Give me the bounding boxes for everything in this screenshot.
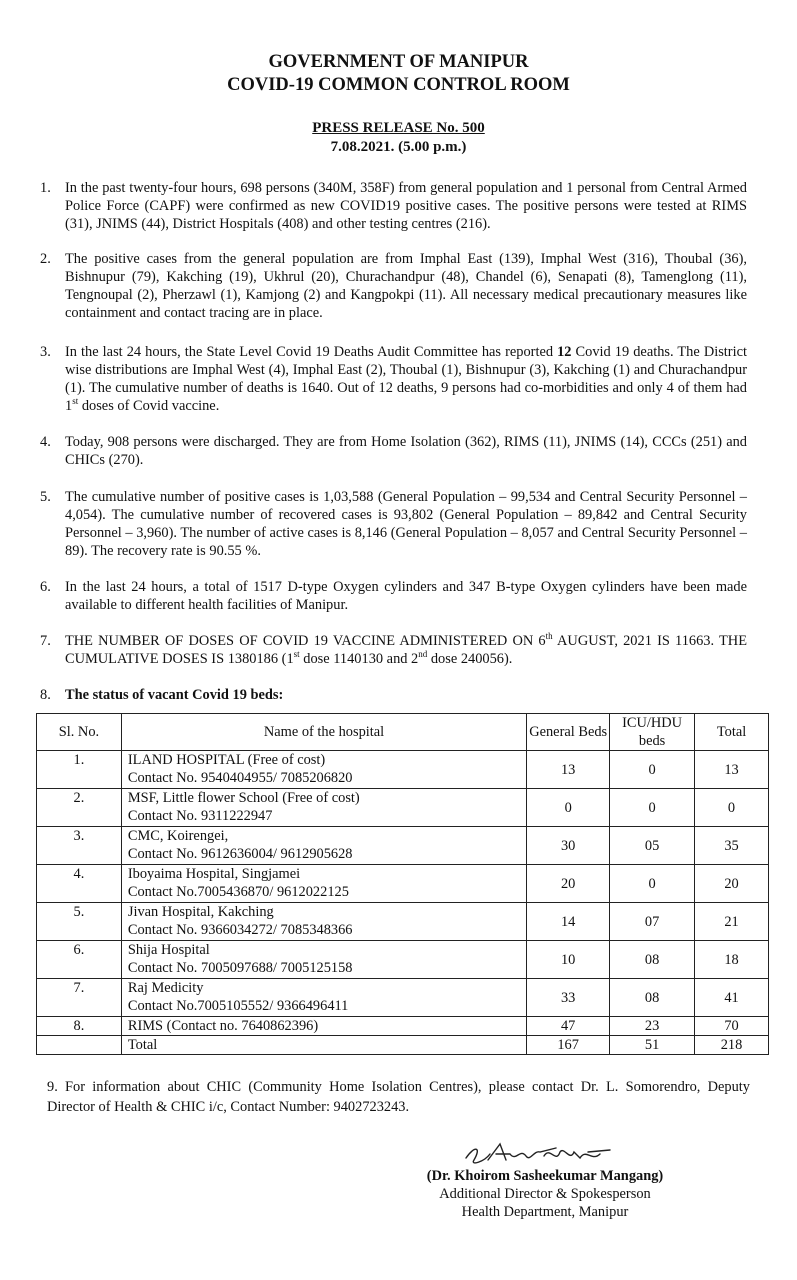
hospital-contact: Contact No.7005436870/ 9612022125	[127, 884, 349, 900]
header-icu-beds: ICU/HDU beds	[610, 714, 695, 751]
sl-cell: 3.	[37, 827, 122, 865]
hospital-contact: Contact No. 7005097688/ 7005125158	[127, 960, 353, 976]
sl-cell-empty	[37, 1036, 122, 1055]
hospital-cell	[121, 1017, 526, 1036]
hospital-name: RIMS (Contact no. 7640862396)	[127, 1018, 319, 1034]
hospital-contact: Contact No. 9366034272/ 7085348366	[127, 922, 353, 938]
header-general-beds: General Beds	[527, 714, 610, 751]
paragraph-number: 8.	[40, 687, 51, 703]
hospital-cell	[121, 827, 526, 865]
hospital-name: Iboyaima Hospital, Singjamei	[127, 866, 301, 882]
paragraph-6	[40, 578, 747, 614]
icu-beds-cell: 23	[610, 1017, 695, 1036]
general-beds-cell: 47	[527, 1017, 610, 1036]
paragraph-number: 2.	[40, 251, 51, 267]
paragraph-text: Today, 908 persons were discharged. They are from Home Isolation (362), RIMS (11), JNIMS (14), CCCs (251) and CHICs (270).	[65, 434, 747, 468]
table-row	[37, 751, 769, 789]
sl-cell: 2.	[37, 789, 122, 827]
paragraph-text: In the past twenty-four hours, 698 persons (340M, 358F) from general population and 1 personal from Central Armed Police Force (CAPF) were confirmed as new COVID19 positive cases. The positive persons were tested at RIMS (31), JNIMS (44), District Hospitals (408) and other testing centres (216).	[65, 180, 747, 232]
total-cell: 13	[695, 751, 769, 789]
icu-beds-cell: 0	[610, 751, 695, 789]
hospital-name: ILAND HOSPITAL (Free of cost)	[127, 752, 326, 768]
table-row	[37, 903, 769, 941]
signatory-title: Additional Director & Spokesperson	[439, 1186, 651, 1202]
paragraph-number: 4.	[40, 434, 51, 450]
paragraph-2	[40, 250, 747, 322]
table-row	[37, 789, 769, 827]
paragraph-3	[40, 343, 747, 415]
paragraph-1	[40, 179, 747, 233]
hospital-contact: Contact No. 9311222947	[127, 808, 273, 824]
header-sl-no: Sl. No.	[37, 714, 122, 751]
total-cell: 41	[695, 979, 769, 1017]
total-cell: 18	[695, 941, 769, 979]
general-beds-cell: 14	[527, 903, 610, 941]
press-release-number: PRESS RELEASE No. 500	[312, 120, 485, 136]
vacant-beds-table	[36, 713, 769, 1055]
paragraph-8	[40, 686, 747, 704]
hospital-name: Shija Hospital	[127, 942, 210, 958]
general-beds-cell: 10	[527, 941, 610, 979]
hospital-cell	[121, 865, 526, 903]
general-beds-cell: 33	[527, 979, 610, 1017]
paragraph-7	[40, 632, 747, 668]
hospital-cell	[121, 903, 526, 941]
icu-beds-cell: 08	[610, 941, 695, 979]
signatory-department: Health Department, Manipur	[461, 1204, 629, 1220]
icu-beds-cell: 0	[610, 865, 695, 903]
paragraph-number: 3.	[40, 344, 51, 360]
paragraph-text: The positive cases from the general population are from Imphal East (139), Imphal West (316), Thoubal (36), Bishnupur (79), Kakching (19), Ukhrul (20), Churachandpur (48), Chandel (6), Senapati (8), Tamenglong (11), Tengnoupal (2), Pherzawl (1), Kamjong (2) and Kangpokpi (11). All necessary medical precautionary measures like containment and contact tracing are in place.	[65, 251, 747, 321]
paragraph-5	[40, 488, 747, 560]
table-row	[37, 827, 769, 865]
paragraph-4	[40, 433, 747, 469]
sl-cell: 8.	[37, 1017, 122, 1036]
hospital-contact: Contact No. 9612636004/ 9612905628	[127, 846, 353, 862]
signatory-name: (Dr. Khoirom Sasheekumar Mangang)	[426, 1168, 664, 1184]
hospital-contact: Contact No. 9540404955/ 7085206820	[127, 770, 353, 786]
paragraph-number: 6.	[40, 579, 51, 595]
signature-image	[460, 1138, 620, 1168]
table-total-row	[37, 1036, 769, 1055]
paragraph-number: 7.	[40, 633, 51, 649]
general-beds-cell: 13	[527, 751, 610, 789]
header-total: Total	[695, 714, 769, 751]
general-beds-cell: 30	[527, 827, 610, 865]
general-beds-cell: 20	[527, 865, 610, 903]
icu-beds-cell: 07	[610, 903, 695, 941]
total-cell: 0	[695, 789, 769, 827]
grand-total: 218	[695, 1036, 769, 1055]
paragraph-text: The status of vacant Covid 19 beds:	[65, 687, 284, 703]
table-row	[37, 1017, 769, 1036]
header-control-room: COVID-19 COMMON CONTROL ROOM	[227, 75, 570, 95]
total-cell: 70	[695, 1017, 769, 1036]
total-cell: 20	[695, 865, 769, 903]
paragraph-text: In the last 24 hours, the State Level Covid 19 Deaths Audit Committee has reported 12 Covid 19 deaths. The District wise distributions are Imphal West (4), Imphal East (2), Thoubal (1), Bishnupur (3), Kakching (1) and Churachandpur (1). The cumulative number of deaths is 1640. Out of 12 deaths, 9 persons had co-morbidities and only 4 of them had 1st doses of Covid vaccine.	[65, 344, 747, 414]
header-government: GOVERNMENT OF MANIPUR	[268, 52, 529, 72]
paragraph-number: 1.	[40, 180, 51, 196]
paragraph-9: 9. For information about CHIC (Community Home Isolation Centres), please contact Dr. L. Somorendro, Deputy Director of Health & CHIC i/c, Contact Number: 9402723243.	[47, 1079, 750, 1115]
table-row	[37, 979, 769, 1017]
hospital-cell	[121, 751, 526, 789]
total-icu-beds: 51	[610, 1036, 695, 1055]
table-row	[37, 865, 769, 903]
sl-cell: 1.	[37, 751, 122, 789]
hospital-cell	[121, 979, 526, 1017]
hospital-cell	[121, 941, 526, 979]
hospital-name: Raj Medicity	[127, 980, 204, 996]
paragraph-text: In the last 24 hours, a total of 1517 D-type Oxygen cylinders and 347 B-type Oxygen cylinders have been made available to different health facilities of Manipur.	[65, 579, 747, 613]
hospital-name: Jivan Hospital, Kakching	[127, 904, 274, 920]
icu-beds-cell: 08	[610, 979, 695, 1017]
hospital-contact: Contact No.7005105552/ 9366496411	[127, 998, 349, 1014]
table-header-row	[37, 714, 769, 751]
general-beds-cell: 0	[527, 789, 610, 827]
hospital-name: CMC, Koirengei,	[127, 828, 229, 844]
paragraph-number: 5.	[40, 489, 51, 505]
sl-cell: 6.	[37, 941, 122, 979]
icu-beds-cell: 05	[610, 827, 695, 865]
sl-cell: 7.	[37, 979, 122, 1017]
table-row	[37, 941, 769, 979]
paragraph-text: The cumulative number of positive cases is 1,03,588 (General Population – 99,534 and Central Security Personnel – 4,054). The cumulative number of recovered cases is 93,802 (General Population – 89,842 and Central Security Personnel – 3,960). The number of active cases is 8,146 (General Population – 8,057 and Central Security Personnel – 89). The recovery rate is 90.55 %.	[65, 489, 747, 559]
total-label: Total	[121, 1036, 526, 1055]
sl-cell: 5.	[37, 903, 122, 941]
header-hospital-name: Name of the hospital	[121, 714, 526, 751]
press-release-date: 7.08.2021. (5.00 p.m.)	[330, 139, 467, 155]
total-general-beds: 167	[527, 1036, 610, 1055]
total-cell: 35	[695, 827, 769, 865]
total-cell: 21	[695, 903, 769, 941]
hospital-name: MSF, Little flower School (Free of cost)	[127, 790, 360, 806]
paragraph-text: THE NUMBER OF DOSES OF COVID 19 VACCINE ADMINISTERED ON 6th AUGUST, 2021 IS 11663. THE CUMULATIVE DOSES IS 1380186 (1st dose 1140130 and 2nd dose 240056).	[65, 631, 747, 667]
icu-beds-cell: 0	[610, 789, 695, 827]
hospital-cell	[121, 789, 526, 827]
sl-cell: 4.	[37, 865, 122, 903]
